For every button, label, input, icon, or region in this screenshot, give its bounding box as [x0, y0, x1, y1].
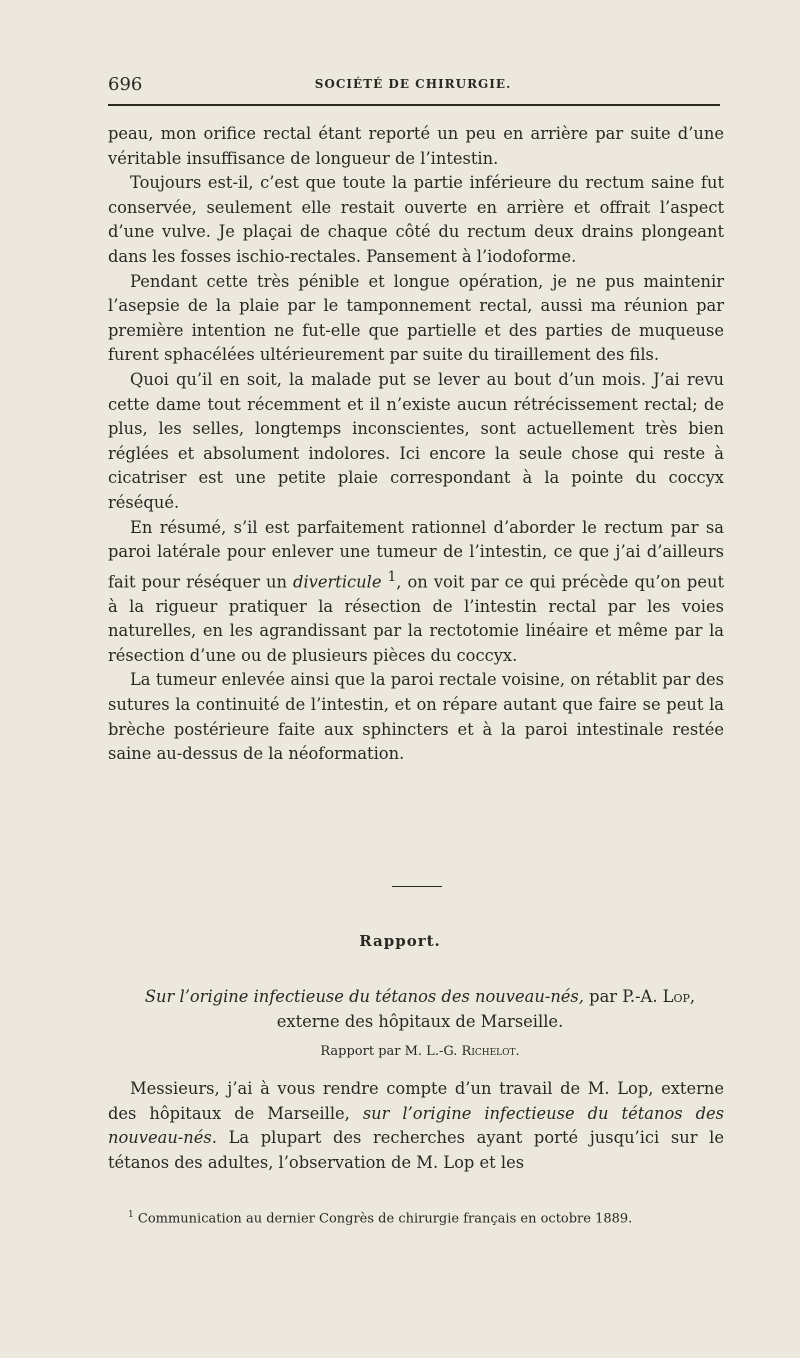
text-span: . La plupart des recherches ayant porté jusqu’ici sur le tétanos des adultes, l’observation de M. Lop et les [108, 1128, 724, 1172]
paragraph: La tumeur enlevée ainsi que la paroi rectale voisine, on rétablit par des sutures la continuité de l’intestin, et on répare autant que faire se peut la brèche postérieure faite aux sphincters et à la paroi intestinale restée saine au-dessus de la néoformation. [108, 670, 724, 764]
paragraph [108, 516, 724, 669]
author-name: Lop [662, 987, 690, 1006]
header-rule [108, 104, 720, 106]
footnote-marker: 1 [128, 1210, 134, 1220]
reporter-name: Richelot [461, 1044, 516, 1059]
paragraph: Quoi qu’il en soit, la malade put se lever au bout d’un mois. J’ai revu cette dame tout récemment et il n’existe aucun rétrécissement rectal; de plus, les selles, longtemps inconscientes, sont actuellement très bien réglées et absolument indolores. Ici encore la seule chose qui reste à cicatriser est une petite plaie correspondant à la pointe du coccyx réséqué. [108, 369, 724, 512]
paragraph: Toujours est-il, c’est que toute la partie inférieure du rectum saine fut conservée, seulement elle restait ouverte en arrière et offrait l’aspect d’une vulve. Je plaçai de chaque côté du rectum deux drains plongeant dans les fosses ischio-rectales. Pansement à l’iodoforme. [108, 173, 724, 266]
text-span: , on voit par ce qui précède qu’on peut à la rigueur pratiquer la résection de l’intestin rectal par les voies naturelles, en les agrandissant par la rectotomie linéaire et même par la résection d’une ou de plusieurs pièces du coccyx. [108, 572, 724, 665]
footnote-ref: 1 [387, 568, 397, 585]
page-number: 696 [108, 74, 143, 95]
italic-term: sur l’origine infectieuse du tétanos des nouveau-nés [108, 1103, 724, 1148]
text-span: , externe des hôpitaux de Marseille. [276, 987, 696, 1031]
italic-term: diverticule [293, 572, 382, 592]
report-title-italic: Sur l’origine infectieuse du tétanos des nouveau-nés, [144, 987, 584, 1006]
paragraph: peau, mon orifice rectal étant reporté un peu en arrière par suite d’une véritable insuffisance de longueur de l’intestin. [108, 124, 724, 168]
body-text [108, 122, 724, 767]
text-span: par P.-A. [583, 987, 663, 1006]
page-header [108, 74, 718, 100]
report-paragraph [108, 1077, 724, 1175]
report-title [120, 985, 720, 1034]
footnote [128, 1210, 728, 1226]
text-span: Rapport par M. L.-G. [320, 1044, 462, 1059]
report-byline [0, 1044, 800, 1059]
separator-rule [392, 886, 442, 887]
text-span: En résumé, s’il est parfaitement rationnel d’aborder le rectum par sa paroi latérale pour enlever une tumeur de l’intestin, ce que j’ai d’ailleurs fait pour réséquer un [108, 517, 724, 592]
footnote-text: Communication au dernier Congrès de chirurgie français en octobre 1889. [133, 1211, 633, 1227]
text-span: Messieurs, j’ai à vous rendre compte d’un travail de M. Lop, externe des hôpitaux de Marseille, [108, 1079, 724, 1123]
section-title: Rapport. [359, 932, 441, 950]
running-head: SOCIÉTÉ DE CHIRURGIE. [314, 77, 512, 91]
paragraph: Pendant cette très pénible et longue opération, je ne pus maintenir l’asepsie de la plaie par le tamponnement rectal, aussi ma réunion par première intention ne fut-elle que partielle et des parties de muqueuse furent sphacélées ultérieurement par suite du tiraillement des fils. [108, 271, 724, 365]
text-span: . [515, 1044, 520, 1059]
